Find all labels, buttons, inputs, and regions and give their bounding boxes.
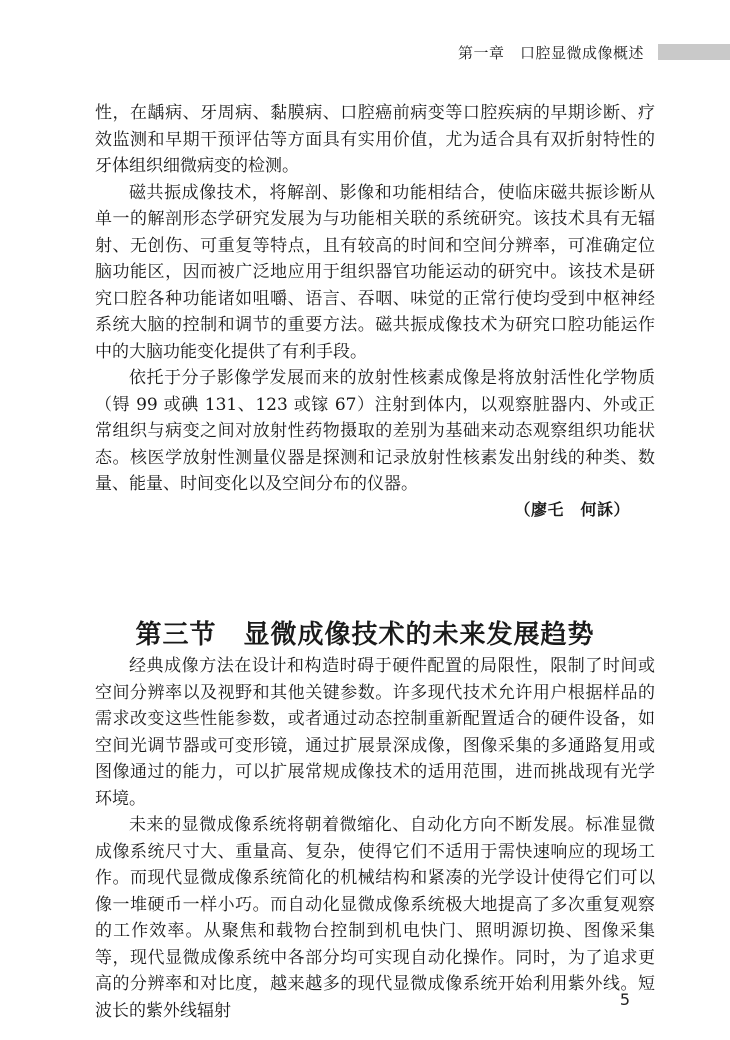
page-number: 5 bbox=[619, 990, 630, 1009]
paragraph: 性，在龋病、牙周病、黏膜病、口腔癌前病变等口腔疾病的早期诊断、疗效监测和早期干预评估等方面具有实用价值，尤为适合具有双折射特性的牙体组织细微病变的检测。 bbox=[95, 103, 655, 176]
running-header bbox=[458, 40, 730, 64]
paragraph: 未来的显微成像系统将朝着微缩化、自动化方向不断发展。标准显微成像系统尺寸大、重量高、复杂，使得它们不适用于需快速响应的现场工作。而现代显微成像系统简化的机械结构和紧凑的光学设计使得它们可以像一堆硬币一样小巧。而自动化显微成像系统极大地提高了多次重复观察的工作效率。从聚焦和载物台控制到机电快门、照明源切换、图像采集等，现代显微成像系统中各部分均可实现自动化操作。同时，为了追求更高的分辨率和对比度，越来越多的现代显微成像系统开始利用紫外线。短波长的紫外线辐射 bbox=[95, 815, 655, 1021]
author-attribution: （廖乇 何訸） bbox=[514, 500, 630, 519]
paragraph: 磁共振成像技术，将解剖、影像和功能相结合，使临床磁共振诊断从单一的解剖形态学研究发展为与功能相关联的系统研究。该技术具有无辐射、无创伤、可重复等特点，且有较高的时间和空间分辨率，可准确定位脑功能区，因而被广泛地应用于组织器官功能运动的研究中。该技术是研究口腔各种功能诸如咀嚼、语言、吞咽、味觉的正常行使均受到中枢神经系统大脑的控制和调节的重要方法。磁共振成像技术为研究口腔功能运作中的大脑功能变化提供了有利手段。 bbox=[95, 182, 655, 362]
section-body bbox=[95, 653, 655, 1024]
paragraph: 依托于分子影像学发展而来的放射性核素成像是将放射活性化学物质（锝 99 或碘 131、123 或镓 67）注射到体内，以观察脏器内、外或正常组织与病变之间对放射性药物摄取的差别为基础来动态观察组织功能状态。核医学放射性测量仪器是探测和记录放射性核素发出射线的种类、数量、能量、时间变化以及空间分布的仪器。 bbox=[95, 368, 655, 494]
chapter-title: 第一章 口腔显微成像概述 bbox=[457, 43, 644, 62]
header-decoration-bar bbox=[658, 44, 730, 60]
section-title: 第三节 显微成像技术的未来发展趋势 bbox=[135, 619, 595, 650]
continued-section-body bbox=[95, 100, 655, 498]
paragraph: 经典成像方法在设计和构造时碍于硬件配置的局限性，限制了时间或空间分辨率以及视野和其他关键参数。许多现代技术允许用户根据样品的需求改变这些性能参数，或者通过动态控制重新配置适合的硬件设备，如空间光调节器或可变形镜，通过扩展景深成像，图像采集的多通路复用或图像通过的能力，可以扩展常规成像技术的适用范围，进而挑战现有光学环境。 bbox=[95, 656, 655, 809]
